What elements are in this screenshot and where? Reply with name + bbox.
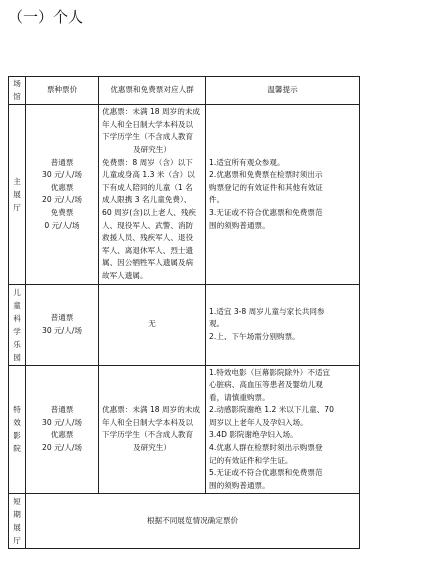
group-cell — [99, 284, 206, 365]
venue-char: 展 — [13, 189, 21, 199]
ticket-cell — [26, 105, 99, 284]
table-header-row — [9, 77, 360, 105]
venue-char: 厅 — [13, 202, 21, 212]
tips-line: 周岁以上老年人及孕妇入场。 — [209, 417, 308, 427]
ticket-line: 优惠票 — [50, 182, 74, 192]
ticket-line: 30 元/人/场 — [42, 170, 82, 180]
tips-line: 3.无证或不符合优惠票和免费票范 — [209, 207, 323, 217]
header-tips: 温馨提示 — [206, 77, 360, 105]
group-line: 优惠票：未满 18 周岁的未成 — [102, 405, 201, 415]
tips-line: 观。 — [209, 319, 225, 329]
tips-line: 1.适宜 3-8 周岁儿童与家长共同参 — [209, 306, 325, 316]
ticket-line: 免费票 — [50, 207, 74, 217]
group-line: 60 周岁(含)以上老人、残疾 — [102, 207, 196, 217]
venue-char: 院 — [13, 444, 21, 454]
tips-line: 2.上、下午场需分别购票。 — [209, 331, 300, 341]
venue-cell — [9, 284, 26, 365]
venue-char: 效 — [13, 418, 21, 428]
ticket-line: 普通票 — [50, 405, 74, 415]
group-line: 无 — [148, 319, 156, 329]
group-line: 免费票：8 周岁（含）以下 — [102, 157, 193, 167]
venue-char: 童 — [13, 300, 21, 310]
group-line: 年人和全日制大学本科及以 — [102, 417, 194, 427]
venue-char: 园 — [13, 352, 21, 362]
tips-line: 3.4D 影院谢绝孕妇入场。 — [209, 430, 298, 440]
venue-char: 学 — [13, 326, 21, 336]
venue-cell — [9, 365, 26, 494]
tips-line: 1.适宜所有观众参观。 — [209, 157, 285, 167]
group-line: 及研究生） — [133, 144, 171, 154]
tips-line: 围的须购普通票。 — [209, 480, 270, 490]
ticket-line: 20 元/人/场 — [42, 443, 82, 453]
tips-line: 2.动感影院谢绝 1.2 米以下儿童、70 — [209, 405, 334, 415]
venue-char: 主 — [13, 176, 21, 186]
tips-line: 记的有效证件和学生证。 — [209, 455, 293, 465]
group-line: 儿童或身高 1.3 米（含）以 — [102, 170, 195, 180]
tips-line: 看，请慎重购票。 — [209, 392, 270, 402]
group-line: 年人和全日制大学本科及以 — [102, 119, 194, 129]
tips-cell — [206, 284, 360, 365]
ticket-line: 20 元/人/场 — [42, 195, 82, 205]
group-cell — [99, 365, 206, 494]
venue-char: 乐 — [13, 339, 21, 349]
ticket-line: 30 元/人/场 — [42, 417, 82, 427]
ticket-line: 普通票 — [50, 157, 74, 167]
venue-char: 展 — [13, 523, 21, 533]
tips-line: 5.无证或不符合优惠票和免费票范 — [209, 468, 323, 478]
header-venue: 场馆 — [9, 77, 26, 105]
group-line: 优惠票：未满 18 周岁的未成 — [102, 107, 201, 117]
ticket-price-table — [8, 76, 360, 549]
venue-char: 影 — [13, 431, 21, 441]
ticket-cell — [26, 284, 99, 365]
tips-cell — [206, 105, 360, 284]
group-line: 救援人员、残疾军人、退役 — [102, 233, 194, 243]
header-discount-groups: 优惠票和免费票对应人群 — [99, 77, 206, 105]
ticket-line: 普通票 — [50, 312, 74, 322]
tips-line: 4.优惠人群在检票时须出示购票登 — [209, 443, 323, 453]
group-line: 军人、离退休军人、烈士遗 — [102, 245, 194, 255]
tips-line: 围的须购普通票。 — [209, 220, 270, 230]
venue-char: 厅 — [13, 536, 21, 546]
tips-line: 2.优惠票和免费票在检票时须出示 — [209, 170, 323, 180]
ticket-line: 0 元/人/场 — [44, 220, 80, 230]
group-line: 属、因公牺牲军人遗属及病 — [102, 258, 194, 268]
table-row-main-hall — [9, 105, 360, 284]
tips-line: 购票登记的有效证件和其他有效证 — [209, 182, 323, 192]
venue-cell — [9, 494, 26, 549]
group-line: 人、现役军人、武警、消防 — [102, 220, 194, 230]
group-line: 下学历学生（不含成人教育 — [102, 430, 194, 440]
venue-char: 期 — [13, 510, 21, 520]
venue-char: 科 — [13, 313, 21, 323]
section-heading: （一）个人 — [8, 8, 84, 26]
table-row-short-term-hall — [9, 494, 360, 549]
tips-line: 1.特效电影（巨幕影院除外）不适宜 — [209, 367, 331, 377]
ticket-line: 优惠票 — [50, 430, 74, 440]
venue-char: 短 — [13, 497, 21, 507]
group-line: 下有成人陪同的儿童（1 名 — [102, 182, 193, 192]
header-ticket-price: 票种票价 — [26, 77, 99, 105]
venue-char: 特 — [13, 405, 21, 415]
merged-price-note: 根据不同展览情况确定票价 — [26, 494, 360, 549]
group-line: 及研究生） — [133, 443, 171, 453]
tips-line: 件。 — [209, 195, 225, 205]
group-line: 成人限携 3 名儿童免费）、 — [102, 195, 192, 205]
group-cell — [99, 105, 206, 284]
tips-line: 心脏病、高血压等患者及婴幼儿观 — [209, 380, 323, 390]
venue-cell — [9, 105, 26, 284]
group-line: 下学历学生（不含成人教育 — [102, 132, 194, 142]
ticket-cell — [26, 365, 99, 494]
table-row-kids-park — [9, 284, 360, 365]
table-row-special-cinema — [9, 365, 360, 494]
tips-cell — [206, 365, 360, 494]
venue-char: 儿 — [13, 287, 21, 297]
ticket-line: 30 元/人/场 — [42, 325, 82, 335]
group-line: 故军人遗属。 — [102, 270, 148, 280]
